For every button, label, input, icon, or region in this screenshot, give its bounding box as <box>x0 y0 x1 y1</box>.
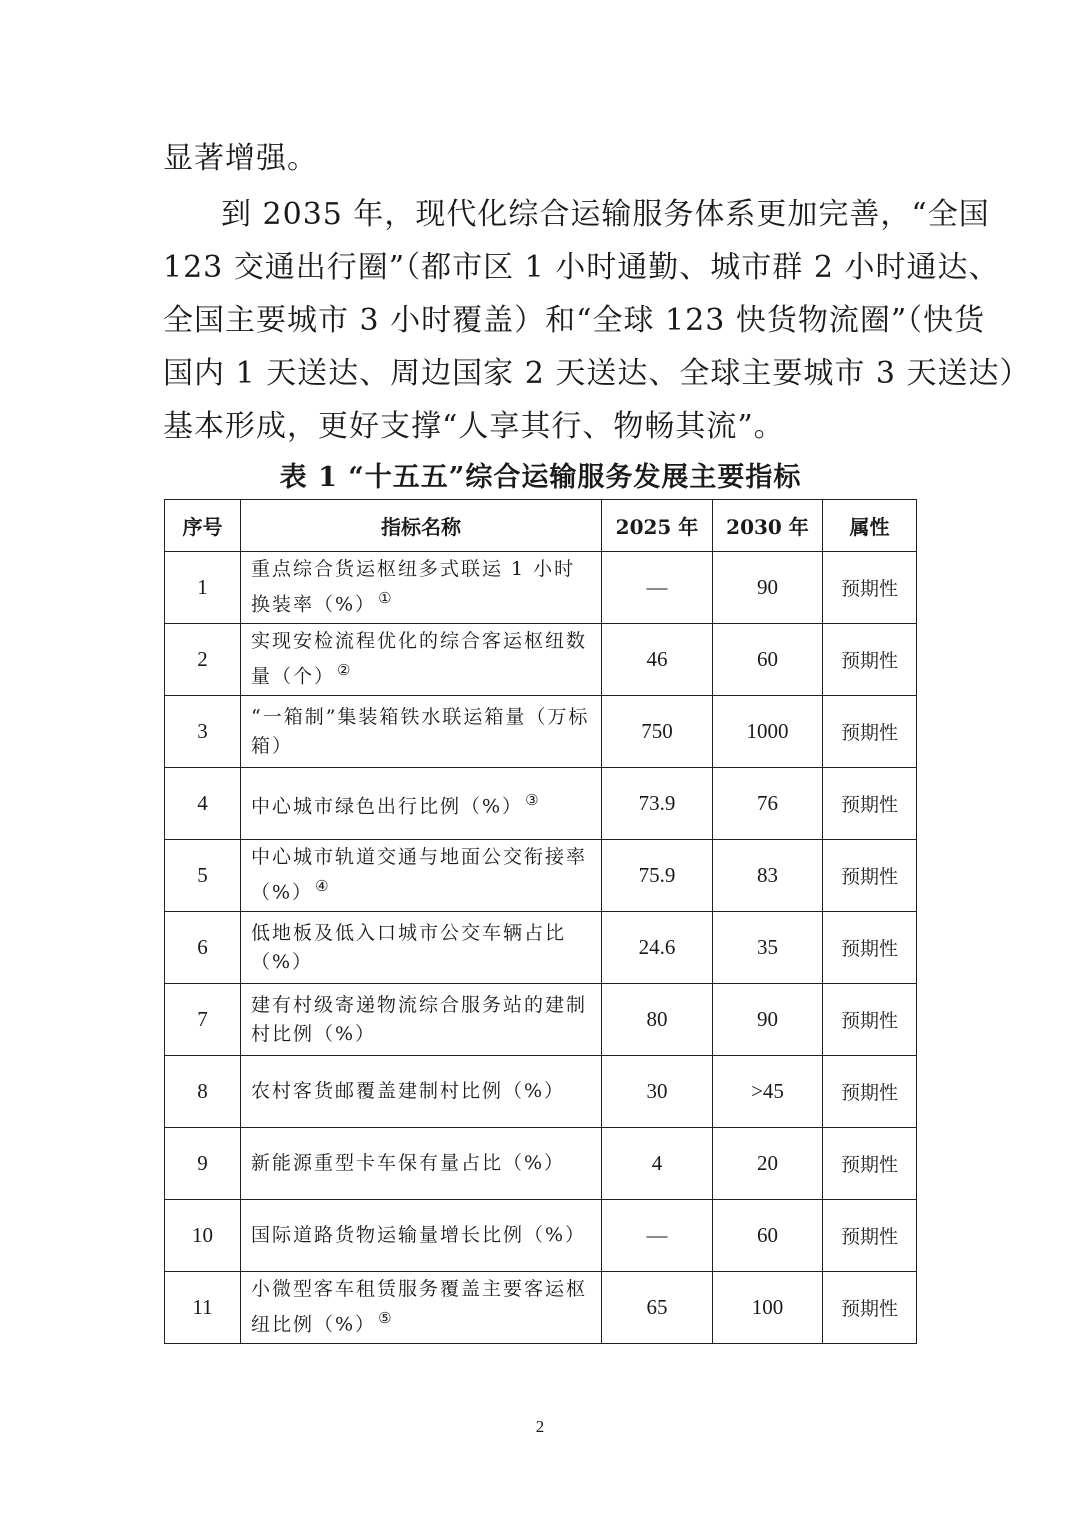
cell-2030-value: 20 <box>713 1128 823 1200</box>
cell-2030-value: 35 <box>713 912 823 984</box>
footnote-marker: ③ <box>525 790 539 809</box>
cell-serial: 10 <box>165 1200 241 1272</box>
cell-indicator-name <box>241 624 602 696</box>
cell-attribute: 预期性 <box>823 984 917 1056</box>
page-number: 2 <box>535 1417 545 1436</box>
cell-indicator-name <box>241 840 602 912</box>
table-row <box>165 624 917 696</box>
footnote-marker: ② <box>337 661 351 680</box>
cell-indicator-name <box>241 1056 602 1128</box>
cell-attribute: 预期性 <box>823 552 917 624</box>
footnote-marker: ⑤ <box>378 1309 392 1328</box>
cell-indicator-name <box>241 768 602 840</box>
cell-indicator-name <box>241 1128 602 1200</box>
cell-serial: 4 <box>165 768 241 840</box>
header-serial: 序号 <box>165 500 241 552</box>
cell-indicator-name <box>241 984 602 1056</box>
table-row <box>165 696 917 768</box>
table-caption: 表 1 “十五五”综合运输服务发展主要指标 <box>279 462 802 493</box>
cell-serial: 8 <box>165 1056 241 1128</box>
cell-attribute: 预期性 <box>823 624 917 696</box>
text-line: 国内 1 天送达、周边国家 2 天送达、全球主要城市 3 天送达） <box>163 356 1031 391</box>
indicator-name-text: 新能源重型卡车保有量占比（%） <box>251 1152 566 1174</box>
cell-2030-value: 1000 <box>713 696 823 768</box>
table-row <box>165 840 917 912</box>
indicator-name-text: “一箱制”集装箱铁水联运箱量（万标箱） <box>251 705 590 757</box>
cell-attribute: 预期性 <box>823 768 917 840</box>
indicator-name-text: 建有村级寄递物流综合服务站的建制村比例（%） <box>251 993 588 1045</box>
cell-serial: 6 <box>165 912 241 984</box>
cell-2025-value: 750 <box>602 696 713 768</box>
cell-attribute: 预期性 <box>823 840 917 912</box>
text-line: 到 2035 年，现代化综合运输服务体系更加完善，“全国 <box>221 197 990 232</box>
cell-indicator-name <box>241 696 602 768</box>
cell-serial: 9 <box>165 1128 241 1200</box>
header-2025: 2025 年 <box>602 500 713 552</box>
paragraph-intro-end <box>163 132 918 185</box>
cell-serial: 3 <box>165 696 241 768</box>
cell-attribute: 预期性 <box>823 1272 917 1344</box>
cell-indicator-name <box>241 912 602 984</box>
cell-2025-value: 80 <box>602 984 713 1056</box>
indicator-name-text: 低地板及低入口城市公交车辆占比（%） <box>251 921 567 973</box>
cell-attribute: 预期性 <box>823 1128 917 1200</box>
cell-attribute: 预期性 <box>823 1056 917 1128</box>
indicator-name-text: 小微型客车租赁服务覆盖主要客运枢纽比例（%） <box>251 1278 588 1336</box>
cell-2030-value: 90 <box>713 552 823 624</box>
text-line: 基本形成，更好支撑“人享其行、物畅其流”。 <box>163 409 785 444</box>
indicator-name-text: 农村客货邮覆盖建制村比例（%） <box>251 1080 566 1102</box>
cell-2025-value: 4 <box>602 1128 713 1200</box>
cell-serial: 11 <box>165 1272 241 1344</box>
cell-serial: 2 <box>165 624 241 696</box>
cell-attribute: 预期性 <box>823 696 917 768</box>
cell-2025-value: 73.9 <box>602 768 713 840</box>
header-2030: 2030 年 <box>713 500 823 552</box>
cell-2025-value: — <box>602 552 713 624</box>
header-indicator-name: 指标名称 <box>241 500 602 552</box>
paragraph-2035-goals <box>163 188 1031 453</box>
table-row <box>165 1272 917 1344</box>
cell-2025-value: 24.6 <box>602 912 713 984</box>
footnote-marker: ④ <box>315 877 329 896</box>
header-attribute: 属性 <box>823 500 917 552</box>
table-row <box>165 912 917 984</box>
cell-indicator-name <box>241 1200 602 1272</box>
table-row <box>165 552 917 624</box>
table-row <box>165 768 917 840</box>
cell-2030-value: 90 <box>713 984 823 1056</box>
cell-indicator-name <box>241 1272 602 1344</box>
footnote-marker: ① <box>378 589 392 608</box>
cell-2025-value: 46 <box>602 624 713 696</box>
text-line: 123 交通出行圈”（都市区 1 小时通勤、城市群 2 小时通达、 <box>163 250 1000 285</box>
cell-2030-value: 100 <box>713 1272 823 1344</box>
cell-2030-value: 60 <box>713 624 823 696</box>
text-line: 全国主要城市 3 小时覆盖）和“全球 123 快货物流圈”（快货 <box>163 303 986 338</box>
cell-2030-value: 83 <box>713 840 823 912</box>
indicator-name-text: 中心城市绿色出行比例（%） <box>251 795 524 818</box>
indicators-table <box>164 499 917 1344</box>
table-row <box>165 1056 917 1128</box>
cell-attribute: 预期性 <box>823 1200 917 1272</box>
cell-2025-value: 75.9 <box>602 840 713 912</box>
cell-2030-value: >45 <box>713 1056 823 1128</box>
table-row <box>165 984 917 1056</box>
cell-2025-value: 30 <box>602 1056 713 1128</box>
cell-2030-value: 60 <box>713 1200 823 1272</box>
cell-2025-value: — <box>602 1200 713 1272</box>
cell-serial: 7 <box>165 984 241 1056</box>
indicator-name-text: 中心城市轨道交通与地面公交衔接率（%） <box>251 846 588 904</box>
indicator-name-text: 实现安检流程优化的综合客运枢纽数量（个） <box>251 630 588 688</box>
cell-serial: 1 <box>165 552 241 624</box>
cell-2030-value: 76 <box>713 768 823 840</box>
table-header-row <box>165 500 917 552</box>
cell-attribute: 预期性 <box>823 912 917 984</box>
cell-indicator-name <box>241 552 602 624</box>
indicator-name-text: 国际道路货物运输量增长比例（%） <box>251 1224 587 1246</box>
table-row <box>165 1200 917 1272</box>
cell-serial: 5 <box>165 840 241 912</box>
table-row <box>165 1128 917 1200</box>
cell-2025-value: 65 <box>602 1272 713 1344</box>
text-line: 显著增强。 <box>163 141 318 176</box>
indicator-name-text: 重点综合货运枢纽多式联运 1 小时换装率（%） <box>251 558 576 616</box>
